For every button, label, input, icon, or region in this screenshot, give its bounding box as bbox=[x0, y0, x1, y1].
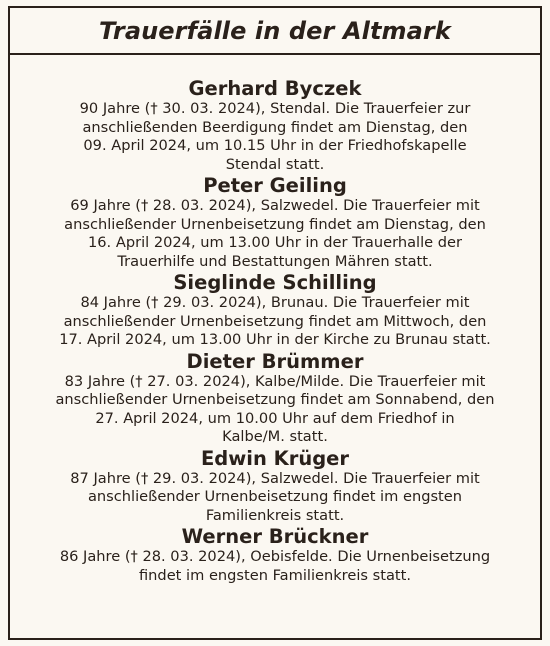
page-title: Trauerfälle in der Altmark bbox=[99, 16, 451, 45]
obituary-entry bbox=[10, 77, 540, 174]
obituary-text: 69 Jahre († 28. 03. 2024), Salzwedel. Die Trauerfeier mit anschließender Urnenbeisetzung findet am Dienstag, den 16. April 2024, um 13.00 Uhr in der Trauerhalle der Trauerhilfe und Bestattungen Mähren statt. bbox=[64, 197, 486, 270]
obituary-entry bbox=[10, 174, 540, 271]
obituary-list bbox=[10, 55, 540, 585]
deceased-name: Peter Geiling bbox=[203, 174, 347, 197]
deceased-name: Sieglinde Schilling bbox=[173, 271, 377, 294]
obituary-text: 84 Jahre († 29. 03. 2024), Brunau. Die Trauerfeier mit anschließender Urnenbeisetzung findet am Mittwoch, den 17. April 2024, um 13.00 Uhr in der Kirche zu Brunau statt. bbox=[59, 294, 491, 348]
obituary-text: 90 Jahre († 30. 03. 2024), Stendal. Die Trauerfeier zur anschließenden Beerdigung findet am Dienstag, den 09. April 2024, um 10.15 Uhr in der Friedhofskapelle Stendal statt. bbox=[79, 100, 471, 173]
obituary-text: 86 Jahre († 28. 03. 2024), Oebisfelde. Die Urnenbeisetzung findet im engsten Familienkreis statt. bbox=[59, 548, 491, 584]
obituary-entry bbox=[10, 447, 540, 526]
obituary-entry bbox=[10, 525, 540, 585]
deceased-name: Gerhard Byczek bbox=[188, 77, 362, 100]
obituary-frame bbox=[8, 6, 542, 640]
obituary-text: 87 Jahre († 29. 03. 2024), Salzwedel. Die Trauerfeier mit anschließender Urnenbeisetzung findet im engsten Familienkreis statt. bbox=[70, 469, 480, 524]
obituary-text: 83 Jahre († 27. 03. 2024), Kalbe/Milde. Die Trauerfeier mit anschließender Urnenbeisetzung findet am Sonnabend, den 27. April 2024, um 10.00 Uhr auf dem Friedhof in Kalbe/M. statt. bbox=[55, 372, 495, 445]
deceased-name: Dieter Brümmer bbox=[186, 349, 364, 373]
deceased-name: Edwin Krüger bbox=[200, 446, 350, 470]
title-box bbox=[10, 8, 540, 55]
obituary-entry bbox=[10, 271, 540, 350]
deceased-name: Werner Brückner bbox=[181, 525, 369, 548]
obituary-entry bbox=[10, 350, 540, 447]
